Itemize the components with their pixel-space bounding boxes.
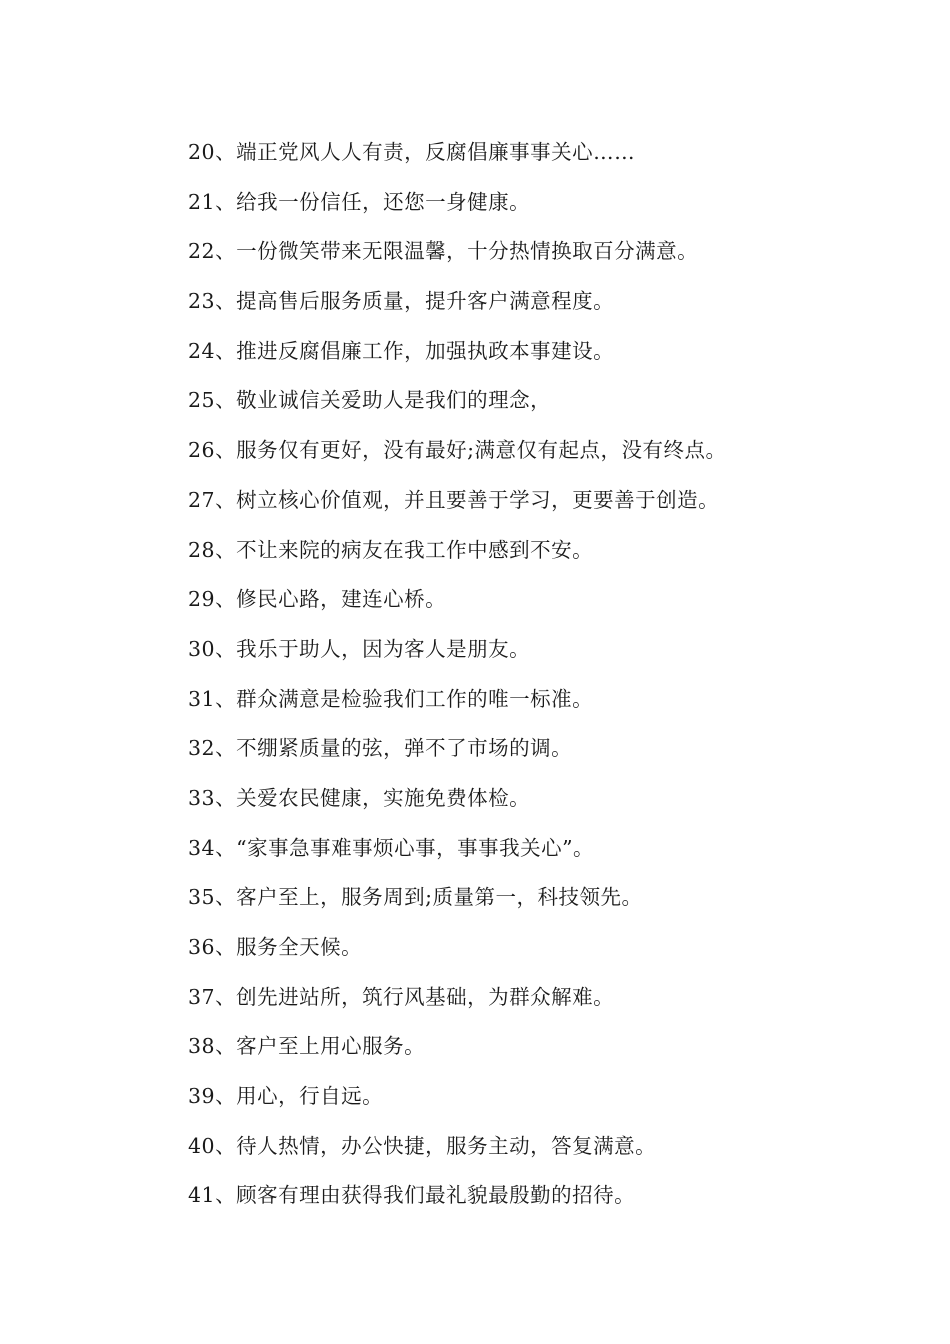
list-item: 24、推进反腐倡廉工作，加强执政本事建设。 <box>188 338 615 363</box>
list-item: 28、不让来院的病友在我工作中感到不安。 <box>188 537 594 562</box>
list-item: 22、一份微笑带来无限温馨，十分热情换取百分满意。 <box>188 239 699 264</box>
list-item: 26、服务仅有更好，没有最好;满意仅有起点，没有终点。 <box>188 438 727 463</box>
list-item: 23、提高售后服务质量，提升客户满意程度。 <box>188 289 615 314</box>
list-item: 21、给我一份信任，还您一身健康。 <box>188 189 531 214</box>
list-item: 40、待人热情，办公快捷，服务主动，答复满意。 <box>188 1133 657 1158</box>
list-item: 36、服务全天候。 <box>188 935 363 959</box>
list-item: 35、客户至上，服务周到;质量第一，科技领先。 <box>188 885 643 910</box>
list-item: 38、客户至上用心服务。 <box>188 1034 426 1059</box>
slogan-list <box>188 132 727 1225</box>
list-item: 32、不绷紧质量的弦，弹不了市场的调。 <box>188 736 573 761</box>
list-item: 25、敬业诚信关爱助人是我们的理念， <box>188 388 552 413</box>
list-item: 29、修民心路，建连心桥。 <box>188 587 447 612</box>
list-item: 39、用心，行自远。 <box>188 1084 384 1109</box>
list-item: 27、树立核心价值观，并且要善于学习，更要善于创造。 <box>188 487 720 512</box>
list-item: 33、关爱农民健康，实施免费体检。 <box>188 785 531 810</box>
list-item: 34、“家事急事难事烦心事，事事我关心”。 <box>188 835 595 860</box>
list-item: 30、我乐于助人，因为客人是朋友。 <box>188 636 531 661</box>
list-item: 20、端正党风人人有责，反腐倡廉事事关心…… <box>188 140 636 164</box>
list-item: 41、顾客有理由获得我们最礼貌最殷勤的招待。 <box>188 1183 636 1208</box>
list-item: 37、创先进站所，筑行风基础，为群众解难。 <box>188 984 615 1009</box>
list-item: 31、群众满意是检验我们工作的唯一标准。 <box>188 686 594 711</box>
